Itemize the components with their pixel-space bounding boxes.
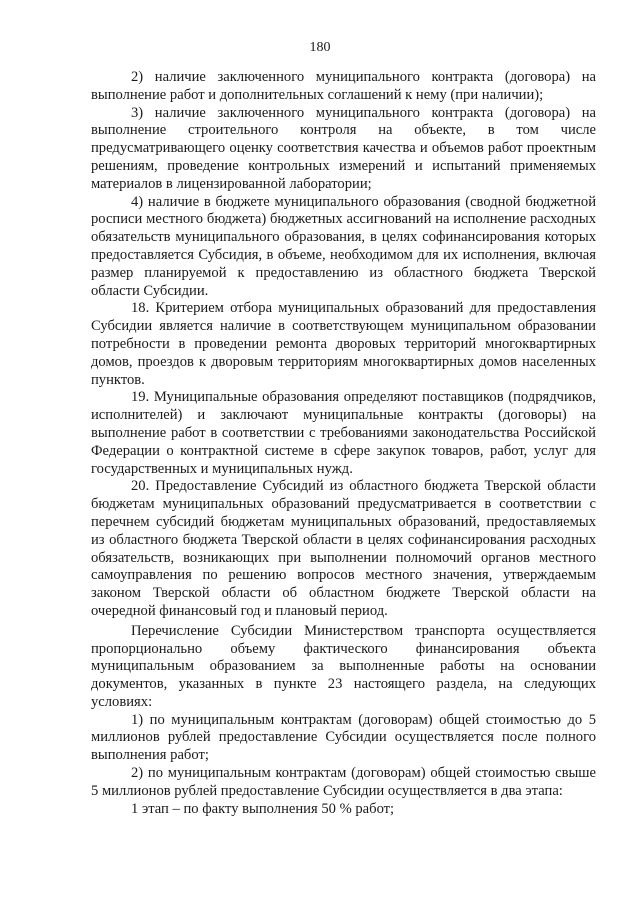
paragraph-condition-1: 1) по муниципальным контрактам (договорам) общей стоимостью до 5 миллионов рублей предоставление Субсидии осуществляется после полного выполнения работ; — [91, 711, 596, 764]
document-body — [91, 69, 596, 818]
paragraph-item-2: 2) наличие заключенного муниципального контракта (договора) на выполнение работ и дополнительных соглашений к нему (при наличии); — [91, 69, 596, 103]
paragraph-item-3: 3) наличие заключенного муниципального контракта (договора) на выполнение строительного контроля на объекте, в том числе предусматривающего оценку соответствия качества и объемов работ проектным решениям, проведение контрольных измерений и испытаний применяемых материалов в лицензированной лаборатории; — [91, 104, 596, 192]
paragraph-item-4: 4) наличие в бюджете муниципального образования (сводной бюджетной росписи местного бюджета) бюджетных ассигнований на исполнение расходных обязательств муниципального образования, в целях софинансирования которых предоставляется Субсидия, в объеме, необходимом для их исполнения, включая размер планируемой к предоставлению из областного бюджета Тверской области Субсидии. — [91, 193, 596, 299]
paragraph-stage-1: 1 этап – по факту выполнения 50 % работ; — [131, 800, 395, 817]
paragraph-clause-18: 18. Критерием отбора муниципальных образований для предоставления Субсидии является наличие в соответствующем муниципальном образовании потребности в проведении ремонта дворовых территорий многоквартирных домов, проездов к дворовым территориям многоквартирных домов населенных пунктов. — [91, 300, 596, 388]
paragraph-transfer-conditions: Перечисление Субсидии Министерством транспорта осуществляется пропорционально объему фактического финансирования объекта муниципальным образованием за выполненные работы на основании документов, указанных в пункте 23 настоящего раздела, на следующих условиях: — [91, 622, 596, 710]
paragraph-clause-20: 20. Предоставление Субсидий из областного бюджета Тверской области бюджетам муниципальных образований предусматривается в соответствии с перечнем субсидий бюджетам муниципальных образований, предоставляемых из областного бюджета Тверской области в целях софинансирования расходных обязательств, возникающих при выполнении полномочий органов местного самоуправления по решению вопросов местного значения, утверждаемым законом Тверской области об областном бюджете Тверской области на очередной финансовый год и плановый период. — [91, 478, 596, 619]
page-number: 180 — [309, 40, 331, 55]
paragraph-condition-2: 2) по муниципальным контрактам (договорам) общей стоимостью свыше 5 миллионов рублей предоставление Субсидии осуществляется в два этапа: — [91, 765, 596, 799]
paragraph-clause-19: 19. Муниципальные образования определяют поставщиков (подрядчиков, исполнителей) и заключают муниципальные контракты (договоры) на выполнение работ в соответствии с требованиями законодательства Российской Федерации о контрактной системе в сфере закупок товаров, работ, услуг для государственных и муниципальных нужд. — [91, 389, 596, 477]
